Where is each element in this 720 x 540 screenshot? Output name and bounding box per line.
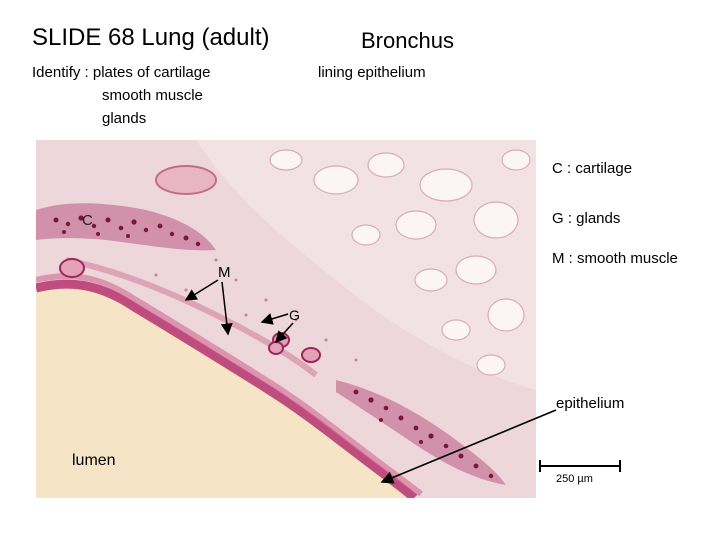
identify-item-glands: glands (102, 110, 147, 127)
label-lumen: lumen (72, 452, 116, 469)
bronchus-micrograph (36, 140, 536, 498)
legend-smooth-muscle: M : smooth muscle (552, 250, 678, 267)
label-m: M (218, 264, 231, 281)
label-epithelium: epithelium (556, 395, 625, 412)
identify-item-smooth-muscle: smooth muscle (102, 87, 203, 104)
legend-cartilage: C : cartilage (552, 160, 633, 177)
slide-title: SLIDE 68 Lung (adult) (32, 24, 270, 51)
label-g: G (289, 307, 300, 323)
legend-glands: G : glands (552, 210, 621, 227)
identify-lining-epithelium: lining epithelium (318, 64, 426, 81)
scale-bar-label: 250 µm (556, 473, 593, 485)
label-c: C (82, 212, 93, 229)
scale-bar (540, 460, 620, 472)
identify-heading: Identify : plates of cartilage (32, 64, 211, 81)
slide-subtitle: Bronchus (361, 28, 454, 53)
